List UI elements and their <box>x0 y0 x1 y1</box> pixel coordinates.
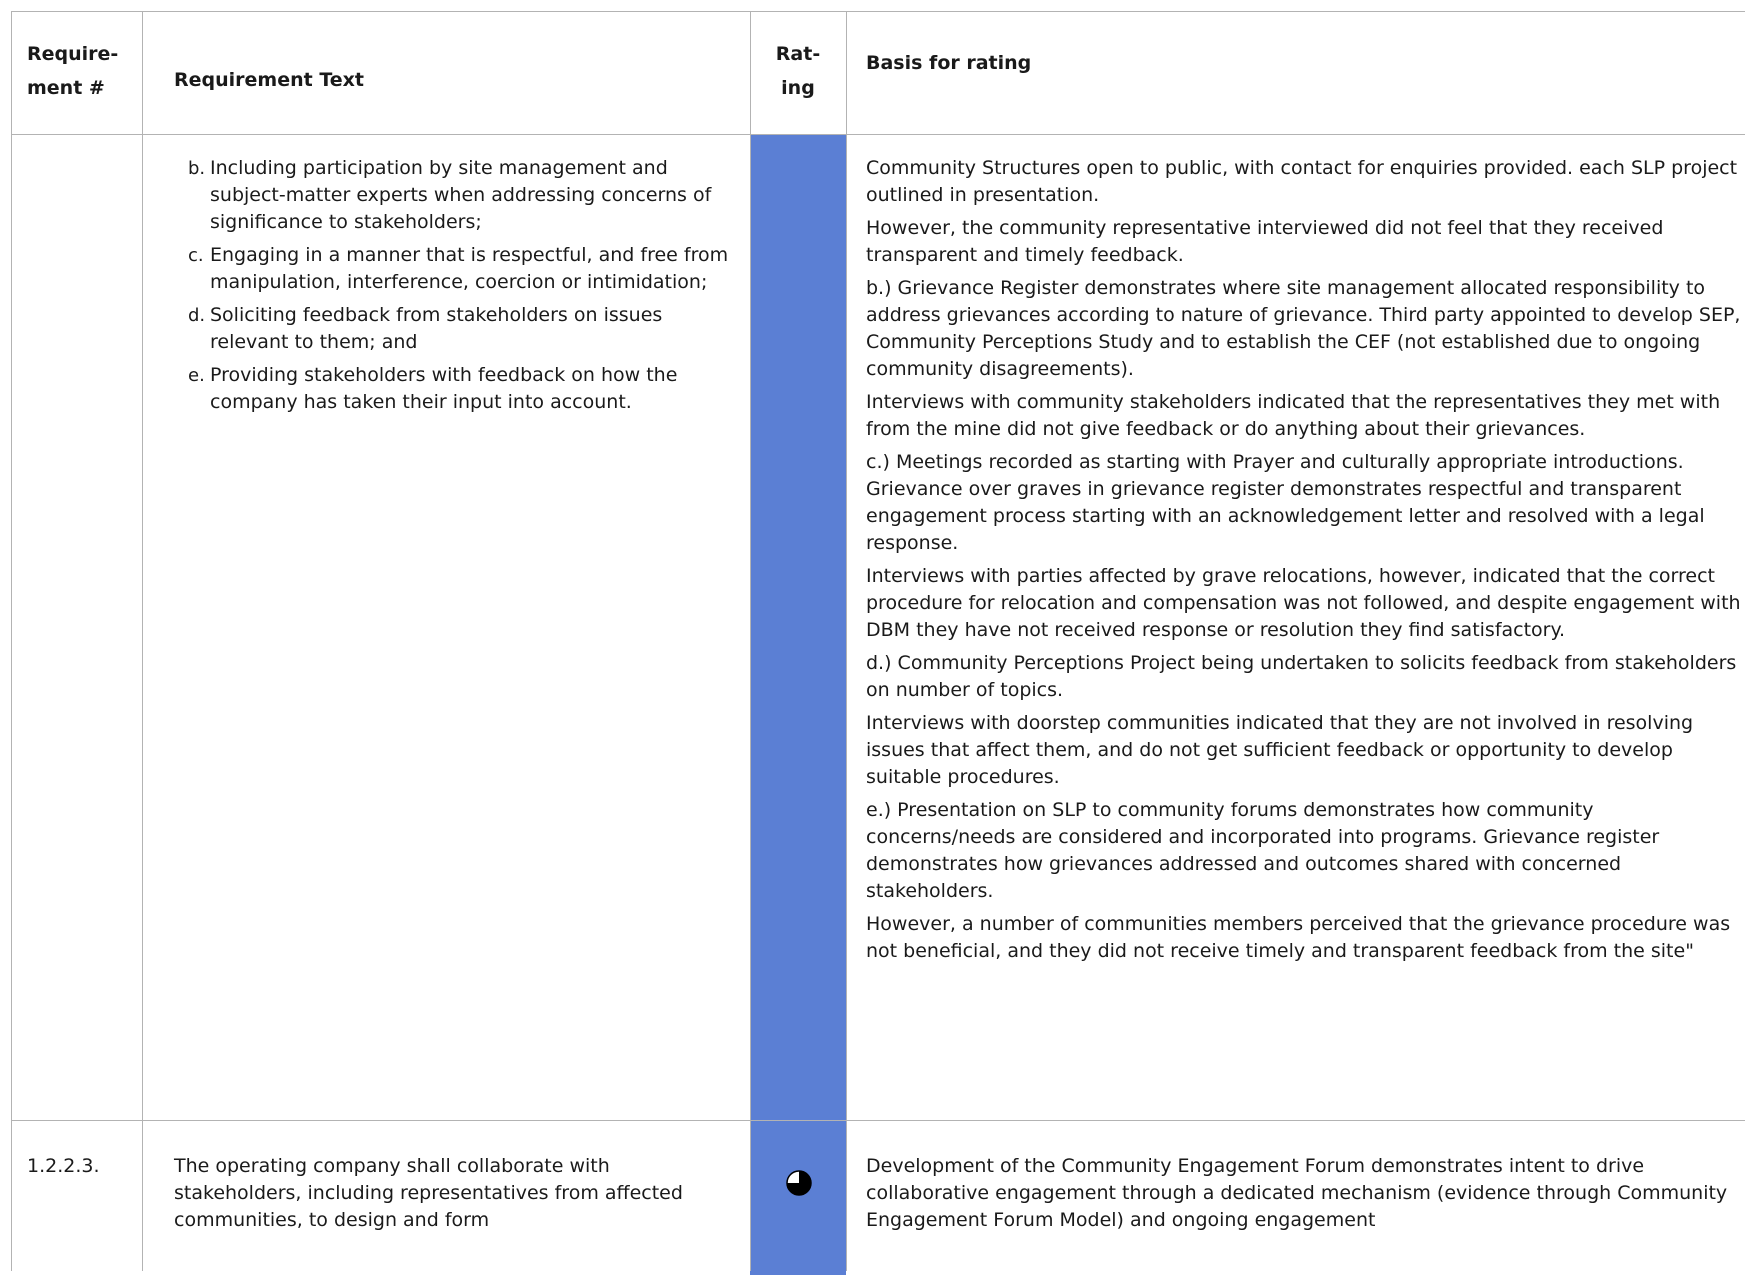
basis-paragraph: d.) Community Perceptions Project being undertaken to solicits feedback from stakeholders on number of topics. <box>866 652 1737 701</box>
basis-paragraph: Community Structures open to public, with contact for enquiries provided. each SLP project outlined in presentation. <box>866 157 1738 206</box>
basis-paragraph: c.) Meetings recorded as starting with Prayer and culturally appropriate introductions. Grievance over graves in grievance register demonstrates respectful and transparent engagement process starting with an acknowledgement letter and resolved with a legal response. <box>866 451 1705 554</box>
requirement-text-cell <box>174 155 734 422</box>
grid-line <box>11 11 1745 12</box>
basis-paragraph: However, the community representative interviewed did not feel that they received transparent and timely feedback. <box>866 217 1664 266</box>
requirement-sublist <box>174 155 734 416</box>
basis-paragraph: e.) Presentation on SLP to community forums demonstrates how community concerns/needs are considered and incorporated into programs. Grievance register demonstrates how grievances addressed and outcomes shared with concerned stakeholders. <box>866 799 1660 902</box>
basis-paragraph: Interviews with parties affected by grave relocations, however, indicated that the correct procedure for relocation and compensation was not followed, and despite engagement with DBM they have not received response or resolution they find satisfactory. <box>866 565 1741 641</box>
requirement-number: 1.2.2.3. <box>27 1155 100 1177</box>
list-item-marker: c. <box>188 245 204 266</box>
header-basis-for-rating: Basis for rating <box>866 52 1032 74</box>
header-requirement-text: Requirement Text <box>174 69 364 91</box>
rating-column-fill <box>750 135 846 1275</box>
grid-line <box>142 11 143 1271</box>
list-item-marker: e. <box>188 365 205 386</box>
list-item <box>174 155 734 236</box>
header-rating: Rat- ing <box>775 43 821 99</box>
grid-line <box>846 11 847 1271</box>
grid-line <box>11 1120 1745 1121</box>
basis-for-rating-cell <box>866 155 1745 971</box>
grid-line <box>11 11 12 1271</box>
list-item-text: Including participation by site management and subject-matter experts when addressing concerns of significance to stakeholders; <box>210 157 712 233</box>
list-item-marker: b. <box>188 158 206 179</box>
basis-paragraph: However, a number of communities members perceived that the grievance procedure was not beneficial, and they did not receive timely and transparent feedback from the site" <box>866 913 1731 962</box>
list-item-text: Engaging in a manner that is respectful, and free from manipulation, interference, coercion or intimidation; <box>210 244 729 293</box>
requirement-text: The operating company shall collaborate with stakeholders, including representatives from affected communities, to design and form <box>174 1155 683 1231</box>
rating-pie-icon <box>786 1170 812 1196</box>
basis-paragraph: Interviews with doorstep communities indicated that they are not involved in resolving issues that affect them, and do not get sufficient feedback or opportunity to develop suitable procedures. <box>866 712 1694 788</box>
requirements-table <box>11 11 1745 1271</box>
list-item-marker: d. <box>188 305 206 326</box>
list-item-text: Soliciting feedback from stakeholders on issues relevant to them; and <box>210 304 663 353</box>
grid-line <box>750 11 751 1271</box>
list-item-text: Providing stakeholders with feedback on how the company has taken their input into account. <box>210 364 678 413</box>
basis-for-rating-text: Development of the Community Engagement Forum demonstrates intent to drive collaborative engagement through a dedicated mechanism (evidence through Community Engagement Forum Model) and ongoing engagement <box>866 1155 1728 1231</box>
header-requirement-number: Require- ment # <box>27 43 119 99</box>
grid-line <box>11 134 1745 135</box>
list-item <box>174 302 734 356</box>
basis-paragraph: Interviews with community stakeholders indicated that the representatives they met with from the mine did not give feedback or do anything about their grievances. <box>866 391 1721 440</box>
list-item <box>174 242 734 296</box>
list-item <box>174 362 734 416</box>
basis-paragraph: b.) Grievance Register demonstrates where site management allocated responsibility to address grievances according to nature of grievance. Third party appointed to develop SEP, Community Perceptions Study and to establish the CEF (not established due to ongoing community disagreements). <box>866 277 1741 380</box>
